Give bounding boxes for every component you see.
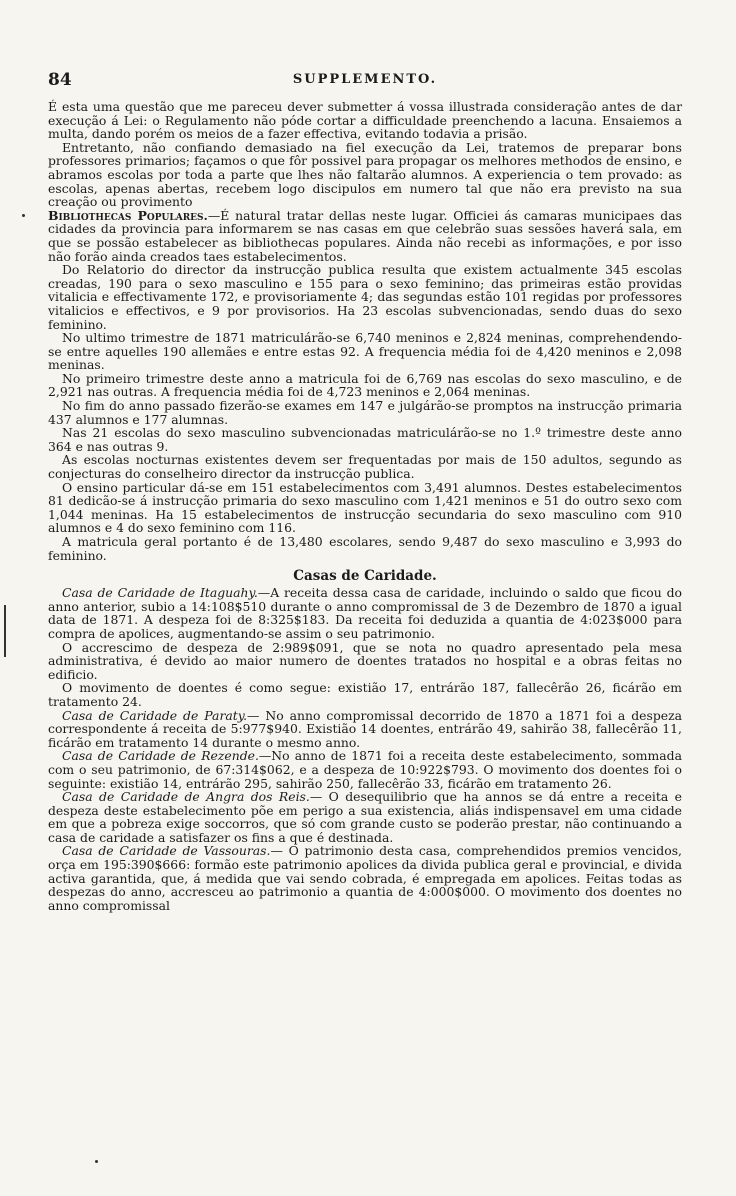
section-paragraph	[48, 790, 682, 844]
paragraph: As escolas nocturnas existentes devem ser frequentadas por mais de 150 adultos, segundo as conjecturas do conselheiro director da instrucção publica.	[48, 452, 682, 482]
paragraph-lead: Casa de Caridade de Rezende.	[62, 748, 259, 764]
paragraph: Entretanto, não confiando demasiado na fiel execução da Lei, tratemos de preparar bons professores primarios; façamos o que fôr possivel para propagar os melhores methodos de ensino, e abramos escolas por toda a parte que lhes não faltarão alumnos. A experiencia o tem provado: as escolas, apenas abertas, recebem logo discipulos em numero tal que não era previsto na sua creação ou provimento	[48, 139, 682, 210]
paragraph-text: O movimento de doentes é como segue: existião 17, entrárão 187, fallecêrão 26, ficárão em tratamento 24.	[48, 680, 682, 709]
page-header	[48, 70, 682, 96]
bibliothecas-text: —É natural tratar dellas neste lugar. Officiei ás camaras municipaes das cidades da provincia para informarem se nas casas em que celebrão suas sessões haverá sala, em que se possão estabelecer as bibliothecas populares. Ainda não recebi as informações, e por isso não forão ainda creados taes estabelecimentos.	[48, 207, 682, 264]
paragraph: Do Relatorio do director da instrucção publica resulta que existem actualmente 345 escolas creadas, 190 para o sexo masculino e 155 para o sexo feminino; das primeiras estão providas vitalicia e effectivamente 172, e provisoriamente 4; das segundas estão 101 regidas por professores vitalicios e effectivos, e 9 por provisorios. Ha 23 escolas subvencionadas, sendo duas do sexo feminino.	[48, 262, 682, 332]
document-page	[48, 70, 682, 912]
paragraph-lead: Casa de Caridade de Paraty.	[62, 707, 248, 723]
section-paragraph	[48, 586, 682, 640]
bibliothecas-heading: Bibliothecas Populares.	[48, 207, 208, 223]
section-paragraph	[48, 709, 682, 750]
paragraph-lead: Casa de Caridade de Itaguahy.	[62, 585, 258, 601]
page-number: 84	[48, 70, 72, 90]
paragraph-text: O accrescimo de despeza de 2:989$091, que se nota no quadro apresentado pela mesa administrativa, é devido ao maior numero de doentes tratados no hospital e a obras feitas no edificio.	[48, 639, 682, 682]
paragraph: No primeiro trimestre deste anno a matricula foi de 6,769 nas escolas do sexo masculino, e de 2,921 nas outras. A frequencia média foi de 4,723 meninos e 2,064 meninas.	[48, 370, 682, 400]
body-text	[48, 100, 682, 912]
section-paragraph	[48, 641, 682, 682]
section-paragraph	[48, 844, 682, 912]
paragraph: No ultimo trimestre de 1871 matriculárão-se 6,740 meninos e 2,824 meninas, comprehendendo-se entre aquelles 190 allemães e entre estas 92. A frequencia média foi de 4,420 meninos e 2,098 meninas.	[48, 330, 682, 373]
section-title: Casas de Caridade.	[293, 568, 437, 585]
paragraph: A matricula geral portanto é de 13,480 escolares, sendo 9,487 do sexo masculino e 3,993 do feminino.	[48, 534, 682, 563]
paragraph-text: —No anno de 1871 foi a receita deste estabelecimento, sommada com o seu patrimonio, de 67:314$062, e a despeza de 10:922$793. O movimento dos doentes foi o seguinte: existião 14, entrárão 295, sahirão 250, fallecêrão 33, ficárão em tratamento 26.	[48, 748, 682, 791]
paragraph-text: — O desequilibrio que ha annos se dá entre a receita e despeza deste estabelecimento põe em perigo a sua existencia, aliás indispensavel em uma cidade em que a pobreza exige soccorros, que só com grande custo se poderão prestar, não continuando a casa de caridade a satisfazer os fins a que é destinada.	[48, 789, 682, 845]
paragraph-text: — O patrimonio desta casa, comprehendidos premios vencidos, orça em 195:390$666: formão este patrimonio apolices da divida publica geral e provincial, e divida activa garantida, que, á medida que vai sendo cobrada, é empregada em apolices. Feitas todas as despezas do anno, accresceu ao patrimonio a quantia de 4:000$000. O movimento dos doentes no anno compromissal	[48, 843, 682, 913]
paragraph-bibliothecas	[48, 209, 682, 263]
paragraph: O ensino particular dá-se em 151 estabelecimentos com 3,491 alumnos. Destes estabelecimentos 81 dedicão-se á instrucção primaria do sexo masculino com 1,421 meninos e 51 do outro sexo com 1,044 meninas. Ha 15 estabelecimentos de instrucção secundaria do sexo masculino com 910 alumnos e 4 do sexo feminino com 116.	[48, 479, 682, 536]
margin-dot	[95, 1160, 98, 1163]
margin-dot	[22, 214, 25, 217]
paragraph: Nas 21 escolas do sexo masculino subvencionadas matriculárão-se no 1.º trimestre deste anno 364 e nas outras 9.	[48, 425, 682, 454]
paragraph: No fim do anno passado fizerão-se exames em 147 e julgárão-se promptos na instrucção primaria 437 alumnos e 177 alumnas.	[48, 398, 682, 427]
section-paragraph	[48, 749, 682, 790]
running-head: SUPPLEMENTO.	[292, 72, 438, 87]
paragraph: É esta uma questão que me pareceu dever submetter á vossa illustrada consideração antes de dar execução á Lei: o Regulamento não póde cortar a difficuldade preenchendo a lacuna. Ensaiemos a multa, dando porém os meios de a fazer effectiva, evitando todavia a prisão.	[48, 99, 682, 142]
section-paragraph	[48, 681, 682, 708]
paragraph-lead: Casa de Caridade de Vassouras.	[62, 843, 271, 859]
paragraph-text: —A receita dessa casa de caridade, incluindo o saldo que ficou do anno anterior, subio a 14:108$510 durante o anno compromissal de 3 de Dezembro de 1870 a igual data de 1871. A despeza foi de 8:325$183. Da receita foi deduzida a quantia de 4:023$000 para compra de apolices, augmentando-se assim o seu patrimonio.	[48, 585, 682, 641]
paragraph-text: — No anno compromissal decorrido de 1870 a 1871 foi a despeza correspondente á receita de 5:977$940. Existião 14 doentes, entrárão 49, sahirão 38, fallecêrão 11, ficárão em tratamento 14 durante o mesmo anno.	[48, 707, 682, 750]
paragraph-lead: Casa de Caridade de Angra dos Reis.	[62, 789, 310, 805]
margin-line	[4, 605, 6, 657]
